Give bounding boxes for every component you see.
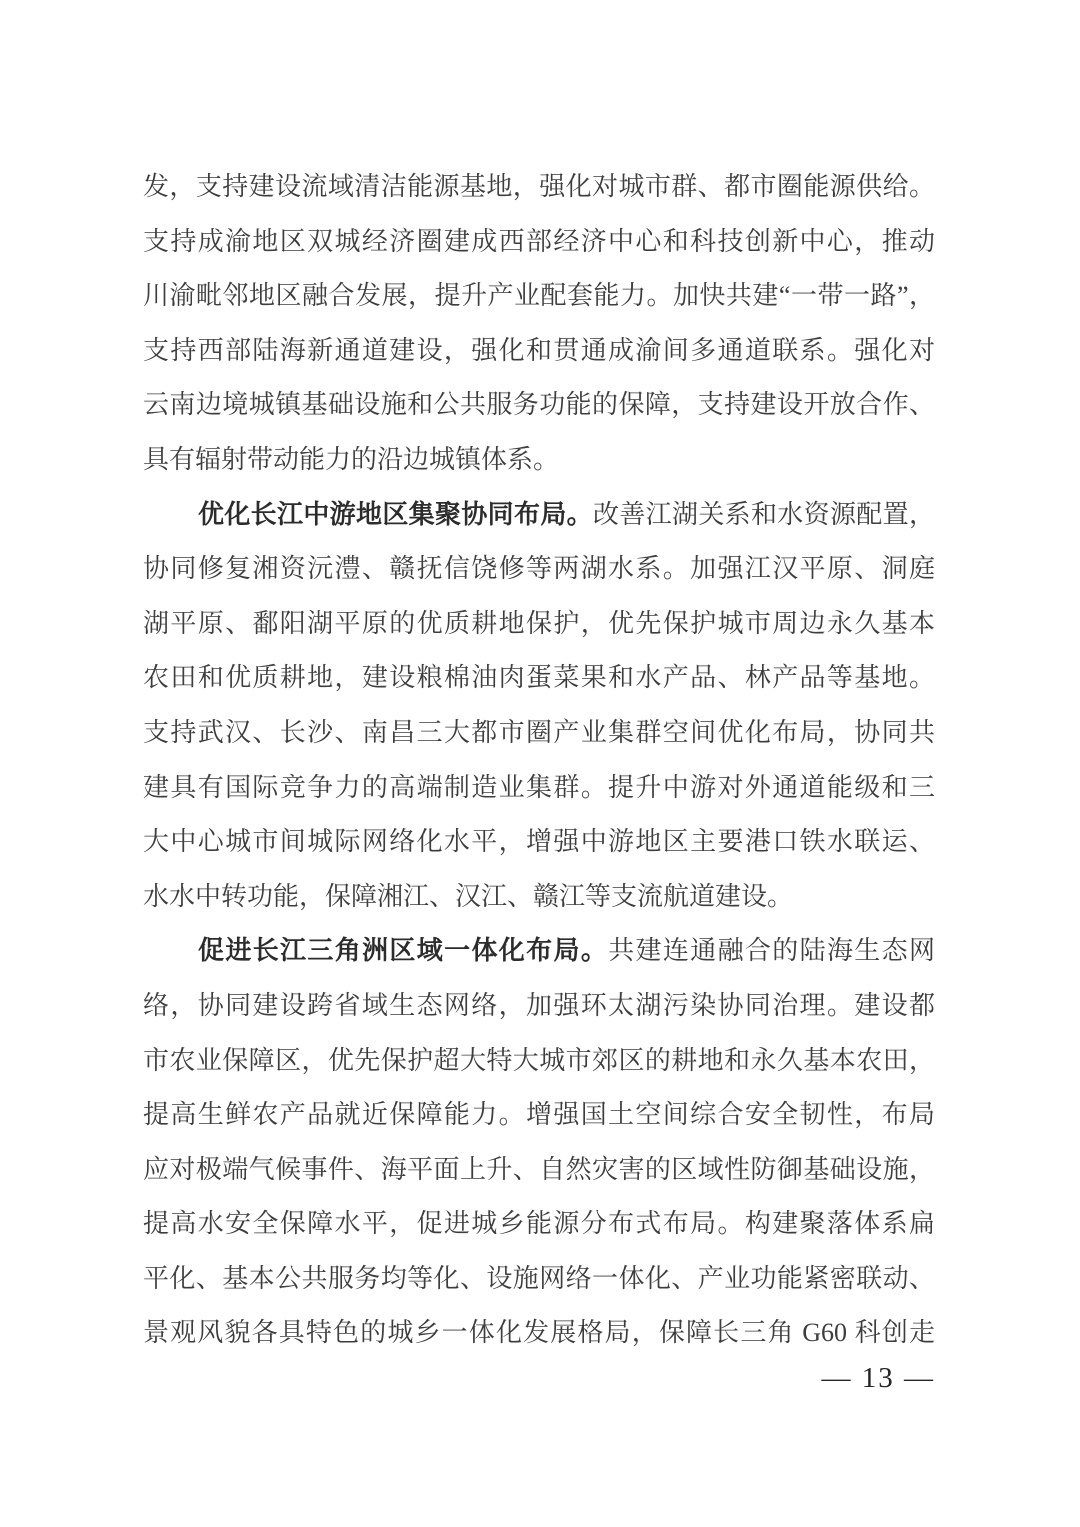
document-body [143,160,935,1361]
text-line [143,979,935,1034]
page-number: — 13 — [821,1362,935,1394]
paragraph-text: 具有辐射带动能力的沿边城镇体系。 [143,444,560,474]
text-line [143,324,935,379]
text-line [143,815,935,870]
text-line [143,160,935,215]
paragraph-text: 协同修复湘资沅澧、赣抚信饶修等两湖水系。加强江汉平原、洞庭 [143,554,935,584]
text-line [143,433,935,488]
text-line [143,488,935,543]
paragraph-text: 络，协同建设跨省域生态网络，加强环太湖污染协同治理。建设都 [143,990,935,1020]
paragraph-text: 云南边境城镇基础设施和公共服务功能的保障，支持建设开放合作、 [143,390,935,420]
text-line [143,1034,935,1089]
text-line [143,215,935,270]
paragraph-text: 湖平原、鄱阳湖平原的优质耕地保护，优先保护城市周边永久基本 [143,608,935,638]
paragraph-text: 水水中转功能，保障湘江、汉江、赣江等支流航道建设。 [143,881,794,911]
paragraph-text: 建具有国际竞争力的高端制造业集群。提升中游对外通道能级和三 [143,772,935,802]
text-line [143,1306,935,1361]
paragraph-text: 应对极端气候事件、海平面上升、自然灾害的区域性防御基础设施， [143,1154,935,1184]
paragraph-text: 支持西部陆海新通道建设，强化和贯通成渝间多通道联系。强化对 [143,335,935,365]
paragraph-text: 景观风貌各具特色的城乡一体化发展格局，保障长三角 G60 科创走 [143,1318,935,1348]
text-line [143,378,935,433]
paragraph-text: 平化、基本公共服务均等化、设施网络一体化、产业功能紧密联动、 [143,1263,935,1293]
paragraph-text: 发，支持建设流域清洁能源基地，强化对城市群、都市圈能源供给。 [143,172,935,201]
text-line [143,706,935,761]
paragraph-text: 农田和优质耕地，建设粮棉油肉蛋菜果和水产品、林产品等基地。 [143,663,935,693]
paragraph-text: 提高水安全保障水平，促进城乡能源分布式布局。构建聚落体系扁 [143,1209,935,1239]
paragraph-text: 支持武汉、长沙、南昌三大都市圈产业集群空间优化布局，协同共 [143,717,935,747]
text-line [143,1088,935,1143]
text-line [143,870,935,925]
paragraph-text: 改善江湖关系和水资源配置， [592,499,935,529]
text-line [143,1252,935,1307]
paragraph-text: 市农业保障区，优先保护超大特大城市郊区的耕地和永久基本农田， [143,1045,935,1075]
text-line [143,542,935,597]
paragraph-text: 共建连通融合的陆海生态网 [608,936,935,966]
text-line [143,269,935,324]
paragraph-heading: 促进长江三角洲区域一体化布局。 [198,936,609,966]
text-line [143,761,935,816]
paragraph-text: 支持成渝地区双城经济圈建成西部经济中心和科技创新中心，推动 [143,226,935,256]
paragraph-heading: 优化长江中游地区集聚协同布局。 [198,499,593,529]
text-line [143,1143,935,1198]
paragraph-text: 大中心城市间城际网络化水平，增强中游地区主要港口铁水联运、 [143,827,935,857]
paragraph-text: 提高生鲜农产品就近保障能力。增强国土空间综合安全韧性，布局 [143,1100,935,1130]
paragraph-text: 川渝毗邻地区融合发展，提升产业配套能力。加快共建“一带一路”， [143,281,935,311]
text-line [143,597,935,652]
text-line [143,924,935,979]
text-line [143,651,935,706]
text-line [143,1197,935,1252]
